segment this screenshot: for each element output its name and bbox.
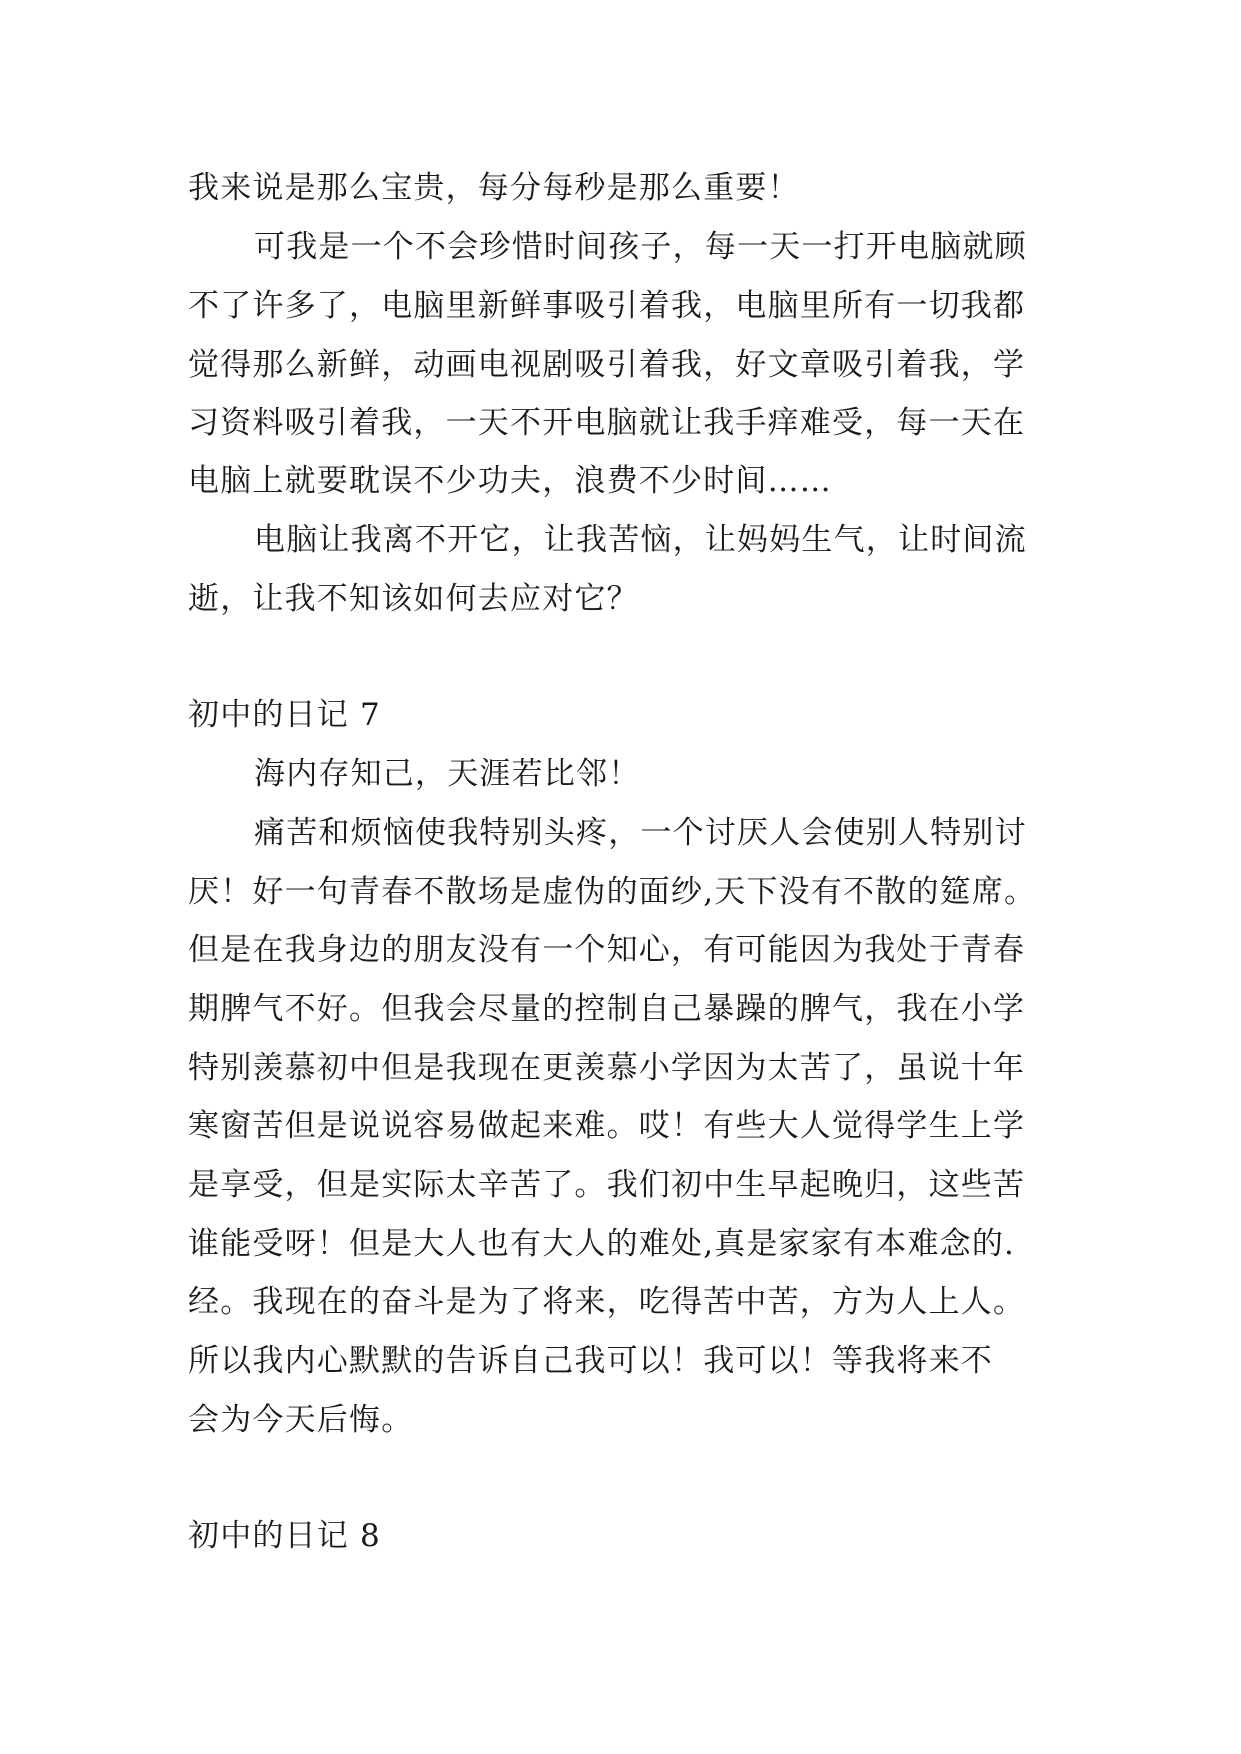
paragraph-line: 我来说是那么宝贵，每分每秒是那么重要！ — [188, 170, 800, 206]
paragraph-line: 寒窗苦但是说说容易做起来难。哎！有些大人觉得学生上学 — [188, 1108, 1026, 1144]
paragraph-line: 特别羡慕初中但是我现在更羡慕小学因为太苦了，虽说十年 — [188, 1050, 1026, 1086]
paragraph-line: 觉得那么新鲜，动画电视剧吸引着我，好文章吸引着我，学 — [188, 347, 1026, 383]
paragraph-line: 痛苦和烦恼使我特别头疼，一个讨厌人会使别人特别讨 — [254, 815, 1027, 851]
section-heading: 初中的日记 8 — [188, 1518, 381, 1554]
paragraph-line: 逝，让我不知该如何去应对它？ — [188, 581, 639, 617]
paragraph-line: 经。我现在的奋斗是为了将来，吃得苦中苦，方为人上人。 — [188, 1284, 1026, 1320]
paragraph-line: 电脑让我离不开它，让我苦恼，让妈妈生气，让时间流 — [254, 522, 1027, 558]
paragraph-line: 会为今天后悔。 — [188, 1402, 414, 1438]
paragraph-line: 可我是一个不会珍惜时间孩子，每一天一打开电脑就顾 — [254, 229, 1027, 265]
paragraph-line: 谁能受呀！但是大人也有大人的难处,真是家家有本难念的. — [188, 1226, 1016, 1262]
section-heading: 初中的日记 7 — [188, 697, 381, 733]
paragraph-line: 习资料吸引着我，一天不开电脑就让我手痒难受，每一天在 — [188, 405, 1026, 441]
paragraph-line: 是享受，但是实际太辛苦了。我们初中生早起晚归，这些苦 — [188, 1167, 1026, 1203]
paragraph-line: 所以我内心默默的告诉自己我可以！我可以！等我将来不 — [188, 1343, 993, 1379]
paragraph-line: 期脾气不好。但我会尽量的控制自己暴躁的脾气，我在小学 — [188, 991, 1026, 1027]
paragraph-line: 海内存知己，天涯若比邻！ — [254, 756, 641, 792]
paragraph-line: 但是在我身边的朋友没有一个知心，有可能因为我处于青春 — [188, 932, 1026, 968]
paragraph-line: 电脑上就要耽误不少功夫，浪费不少时间…… — [188, 463, 832, 499]
paragraph-line: 不了许多了，电脑里新鲜事吸引着我，电脑里所有一切我都 — [188, 288, 1026, 324]
paragraph-line: 厌！好一句青春不散场是虚伪的面纱,天下没有不散的筵席。 — [188, 874, 1037, 910]
